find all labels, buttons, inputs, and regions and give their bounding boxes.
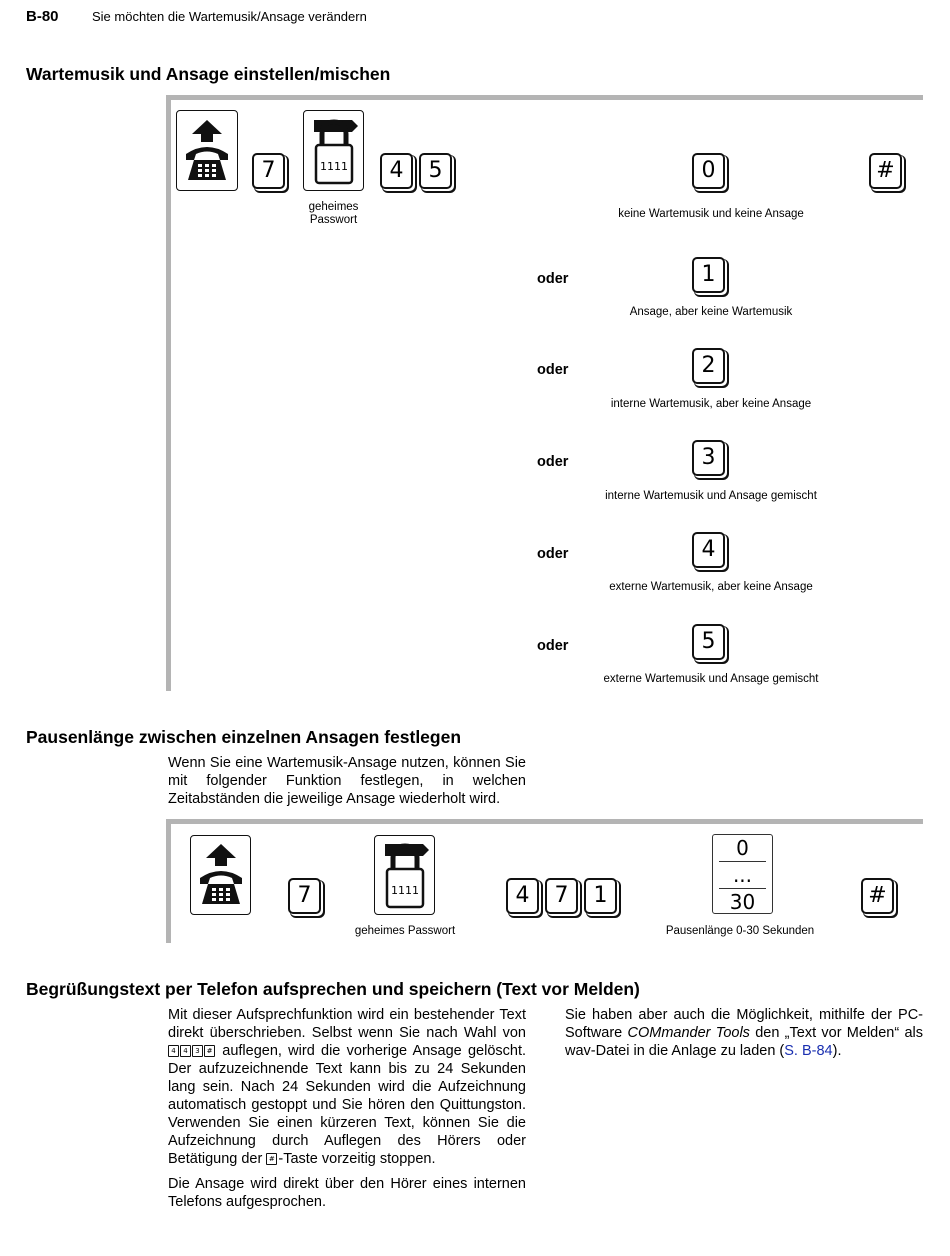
option-key-3: 3 bbox=[692, 440, 725, 476]
or-label: oder bbox=[537, 546, 569, 562]
inline-key: 3 bbox=[192, 1045, 203, 1057]
or-label: oder bbox=[537, 271, 569, 287]
inline-key: 4 bbox=[180, 1045, 191, 1057]
option-key-0: 0 bbox=[692, 153, 725, 189]
password-caption-line2: Passwort bbox=[309, 214, 358, 226]
password-caption: geheimes Passwort bbox=[354, 925, 456, 937]
key-7: 7 bbox=[288, 878, 321, 914]
section-title-greeting: Begrüßungstext per Telefon aufsprechen und speichern (Text vor Melden) bbox=[26, 979, 640, 999]
diagram-frame-left bbox=[166, 95, 171, 691]
password-caption-line1: geheimes bbox=[308, 201, 359, 213]
key-7: 7 bbox=[545, 878, 578, 914]
key-hash: # bbox=[869, 153, 902, 189]
section-title-pause: Pausenlänge zwischen einzelnen Ansagen festlegen bbox=[26, 727, 462, 747]
option-caption-3: interne Wartemusik und Ansage gemischt bbox=[605, 490, 817, 502]
pause-range-box bbox=[712, 834, 773, 914]
greeting-text-left: Mit dieser Aufsprechfunktion wird ein bestehender Text direkt überschrieben. Selbst wenn Sie nach Wahl von 4 4 3 # auflegen, wird die vorherige Ansage gelöscht. Der aufzuzeichnende Text kann bis zu 24 Sekunden lang sein. Nach 24 Sekunden wird die Aufzeichnung automatisch gestoppt und Sie hören den Quittungston. Verwenden Sie einen kürzeren Text, können Sie die Aufzeichnung durch Auflegen des Hörers oder Betätigung der # -Taste vorzeitig stoppen. bbox=[168, 1007, 527, 1167]
range-max: 30 bbox=[729, 890, 756, 914]
password-lock-icon bbox=[374, 835, 435, 915]
option-caption-4: externe Wartemusik, aber keine Ansage bbox=[609, 581, 813, 593]
option-key-5: 5 bbox=[692, 624, 725, 660]
range-caption: Pausenlänge 0-30 Sekunden bbox=[665, 925, 815, 937]
or-label: oder bbox=[537, 454, 569, 470]
inline-key-sequence bbox=[168, 1043, 216, 1059]
range-min: 0 bbox=[736, 836, 749, 860]
inline-key: # bbox=[204, 1045, 215, 1057]
option-caption-0: keine Wartemusik und keine Ansage bbox=[618, 208, 804, 220]
lift-handset-icon bbox=[190, 835, 251, 915]
option-key-4: 4 bbox=[692, 532, 725, 568]
or-label: oder bbox=[537, 638, 569, 654]
section-title-music: Wartemusik und Ansage einstellen/mischen bbox=[26, 64, 391, 84]
diagram-frame-left bbox=[166, 819, 171, 943]
inline-hash-key: # bbox=[266, 1153, 277, 1165]
pause-intro-text: Wenn Sie eine Wartemusik-Ansage nutzen, können Sie mit folgender Funktion festlegen, in welchen Zeitabständen die jeweilige Ansage wiederholt wird. bbox=[168, 755, 526, 807]
lock-code-text: 1111 bbox=[391, 884, 419, 897]
lock-code-text: 1111 bbox=[320, 159, 348, 173]
software-name: COMmander Tools bbox=[627, 1025, 750, 1041]
key-7: 7 bbox=[252, 153, 285, 189]
running-title: Sie möchten die Wartemusik/Ansage verändern bbox=[92, 9, 367, 24]
page-reference-link[interactable]: S. B-84 bbox=[784, 1043, 833, 1059]
diagram-frame-top bbox=[166, 819, 923, 824]
key-hash: # bbox=[861, 878, 894, 914]
range-ellipsis: ... bbox=[732, 863, 753, 887]
option-caption-1: Ansage, aber keine Wartemusik bbox=[629, 306, 793, 318]
or-label: oder bbox=[537, 362, 569, 378]
key-4: 4 bbox=[380, 153, 413, 189]
greeting-text-right: Sie haben aber auch die Möglichkeit, mithilfe der PC-Software COMmander Tools den „Text vor Melden“ als wav-Datei in die Anlage zu laden (S. B-84). bbox=[565, 1007, 923, 1059]
option-caption-2: interne Wartemusik, aber keine Ansage bbox=[610, 398, 812, 410]
key-4: 4 bbox=[506, 878, 539, 914]
lift-handset-icon bbox=[176, 110, 238, 191]
inline-key: 4 bbox=[168, 1045, 179, 1057]
option-caption-5: externe Wartemusik und Ansage gemischt bbox=[603, 673, 819, 685]
key-5: 5 bbox=[419, 153, 452, 189]
option-key-1: 1 bbox=[692, 257, 725, 293]
diagram-frame-top bbox=[166, 95, 923, 100]
password-lock-icon bbox=[303, 110, 364, 191]
key-1: 1 bbox=[584, 878, 617, 914]
option-key-2: 2 bbox=[692, 348, 725, 384]
greeting-text-left-2: Die Ansage wird direkt über den Hörer eines internen Telefons aufgesprochen. bbox=[168, 1176, 526, 1210]
page-number: B-80 bbox=[26, 8, 59, 25]
